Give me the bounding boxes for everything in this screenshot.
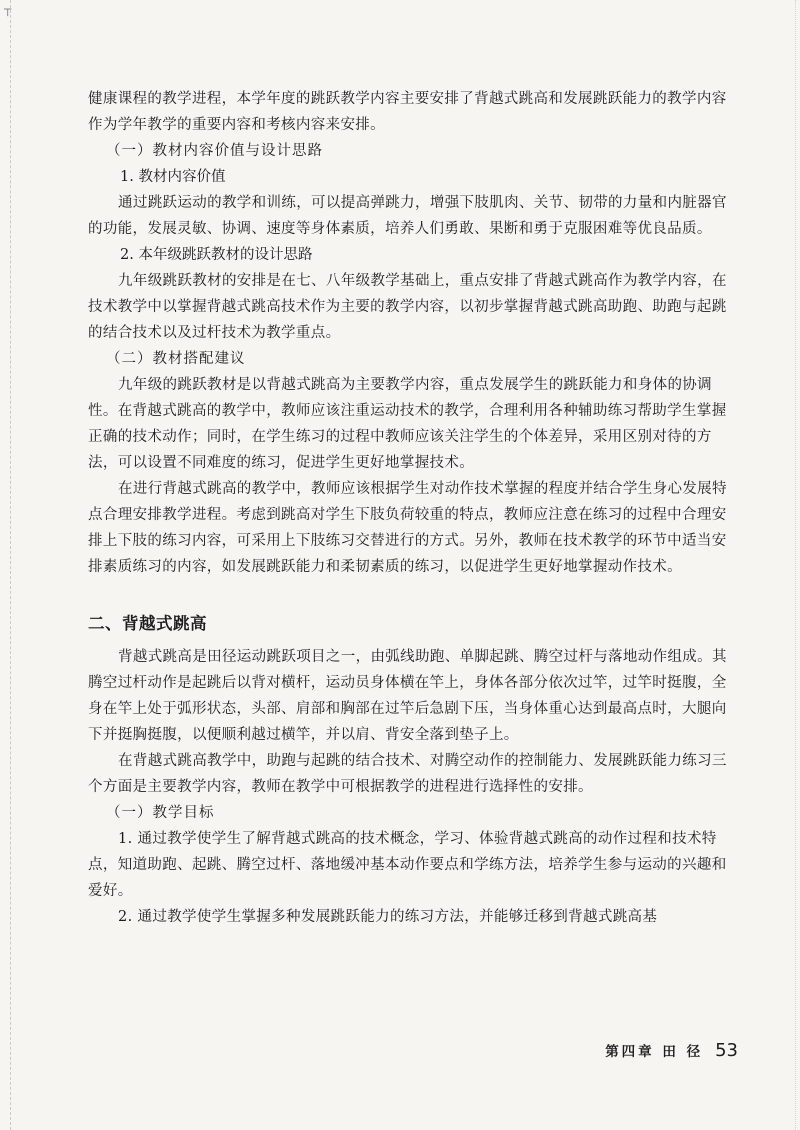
section-heading: 二、背越式跳高 [88, 614, 207, 633]
item-paragraph-2: 九年级跳跃教材的安排是在七、八年级教学基础上，重点安排了背越式跳高作为教学内容，在技术教学中以掌握背越式跳高技术作为主要的教学内容，以初步掌握背越式跳高助跑、助跑与起跳的结合技术以及过杆技术为教学重点。 [88, 273, 727, 341]
page-content [88, 86, 728, 930]
item-heading-1: 1. 教材内容价值 [120, 169, 226, 185]
paragraph-high-jump-teaching: 在背越式跳高教学中，助跑与起跳的结合技术、对腾空动作的控制能力、发展跳跃能力练习三个方面是主要教学内容，教师在教学中可根据教学的进程进行选择性的安排。 [88, 753, 727, 795]
crop-mark: ┬ [4, 2, 12, 16]
paragraph-material-pairing-1: 九年级的跳跃教材是以背越式跳高为主要教学内容，重点发展学生的跳跃能力和身体的协调性。在背越式跳高的教学中，教师应该注重运动技术的教学，合理利用各种辅助练习帮助学生掌握正确的技术动作；同时，在学生练习的过程中教师应该关注学生的个体差异，采用区别对待的方法，可以设置不同难度的练习，促进学生更好地掌握技术。 [88, 377, 727, 471]
paragraph-material-pairing-2: 在进行背越式跳高的教学中，教师应该根据学生对动作技术掌握的程度并结合学生身心发展特点合理安排教学进程。考虑到跳高对学生下肢负荷较重的特点，教师应注意在练习的过程中合理安排上下肢的练习内容，可采用上下肢练习交替进行的方式。另外，教师在技术教学的环节中适当安排素质练习的内容，如发展跳跃能力和柔韧素质的练习，以促进学生更好地掌握动作技术。 [88, 481, 727, 575]
subsection-heading-1: （一）教材内容价值与设计思路 [106, 143, 323, 159]
page-footer [605, 1040, 738, 1061]
item-heading-2: 2. 本年级跳跃教材的设计思路 [120, 247, 313, 263]
paragraph-high-jump-intro: 背越式跳高是田径运动跳跃项目之一，由弧线助跑、单脚起跳、腾空过杆与落地动作组成。其腾空过杆动作是起跳后以背对横杆，运动员身体横在竿上，身体各部分依次过竿，过竿时挺腹，全身在竿上处于弧形状态，头部、肩部和胸部在过竿后急剧下压，当身体重心达到最高点时，大腿向下并挺胸挺腹，以便顺利越过横竿，并以肩、背安全落到垫子上。 [88, 649, 727, 743]
goal-paragraph-2: 2. 通过教学使学生掌握多种发展跳跃能力的练习方法，并能够迁移到背越式跳高基 [118, 909, 658, 925]
chapter-label: 第四章 田 径 [605, 1044, 704, 1060]
item-paragraph-1: 通过跳跃运动的教学和训练，可以提高弹跳力，增强下肢肌肉、关节、韧带的力量和内脏器官的功能，发展灵敏、协调、速度等身体素质，培养人们勇敢、果断和勇于克服困难等优良品质。 [88, 195, 727, 237]
page-number: 53 [715, 1040, 738, 1061]
subsection-heading-goals: （一）教学目标 [106, 805, 215, 821]
scan-edge-line [795, 0, 796, 1130]
goal-paragraph-1: 1. 通过教学使学生了解背越式跳高的技术概念，学习、体验背越式跳高的动作过程和技术特点，知道助跑、起跳、腾空过杆、落地缓冲基本动作要点和学练方法，培养学生参与运动的兴趣和爱好。 [88, 831, 727, 899]
binding-edge-line [10, 0, 11, 1130]
continued-paragraph: 健康课程的教学进程，本学年度的跳跃教学内容主要安排了背越式跳高和发展跳跃能力的教学内容作为学年教学的重要内容和考核内容来安排。 [88, 91, 727, 133]
subsection-heading-2: （二）教材搭配建议 [106, 351, 246, 367]
